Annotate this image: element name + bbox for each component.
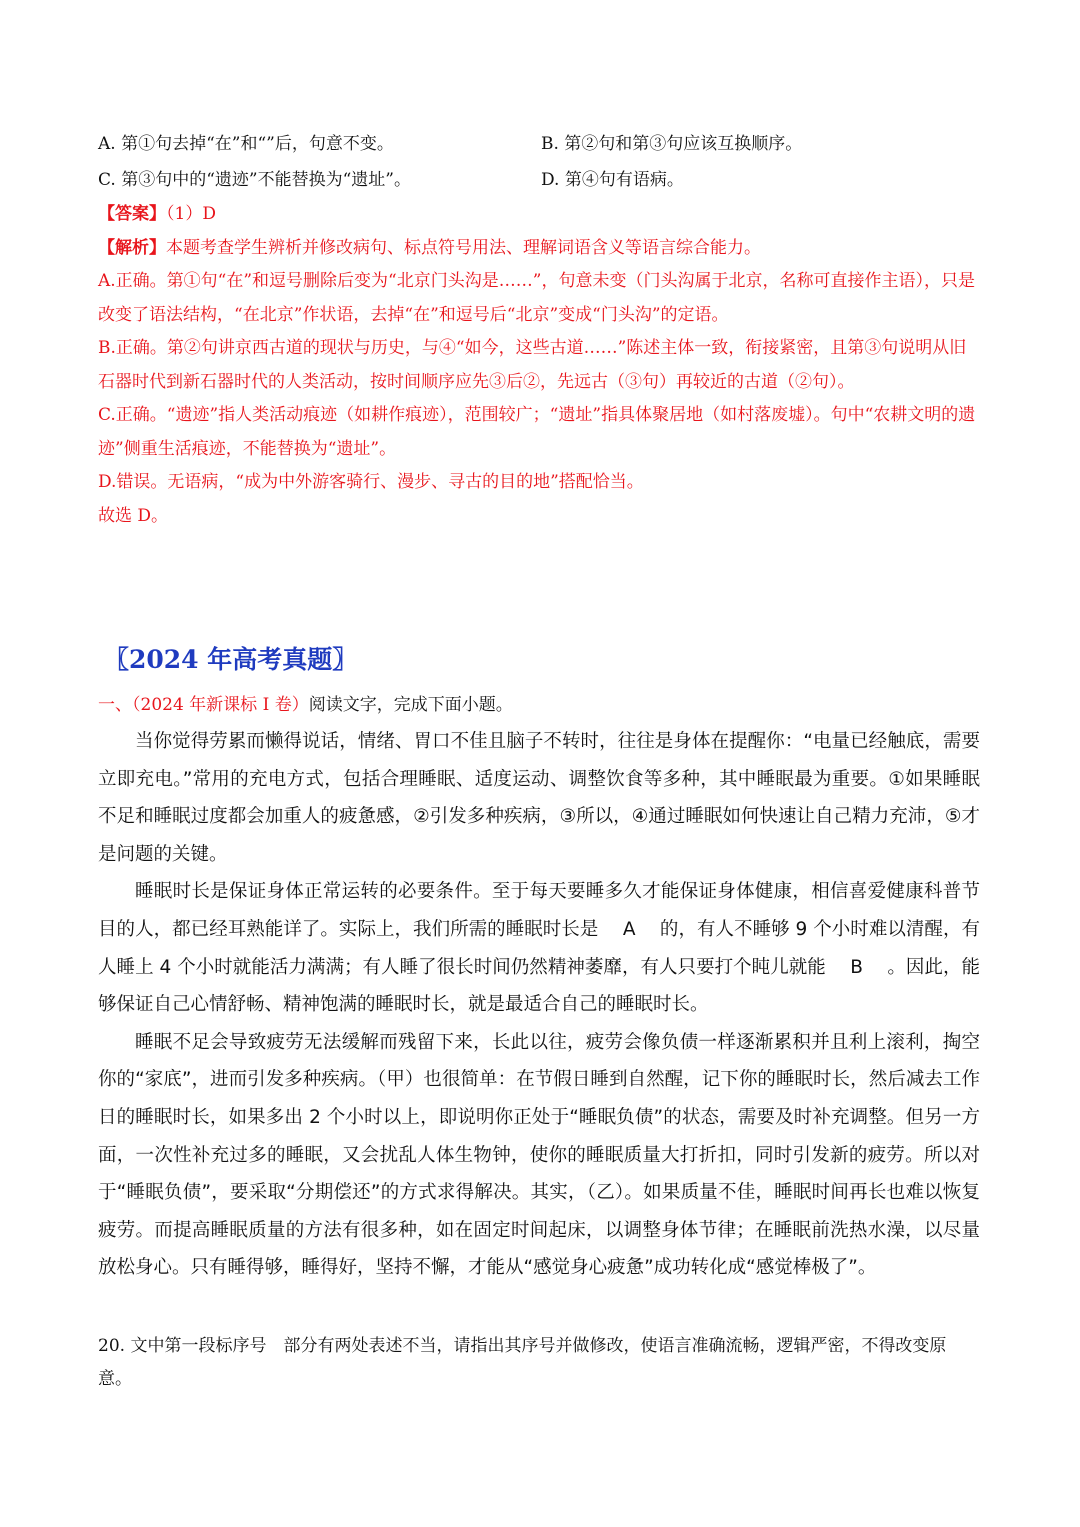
question-source: （2024 年新课标 I 卷） (132, 695, 309, 715)
option-a: A. 第①句去掉“在”和“”后，句意不变。 (98, 134, 394, 154)
question-instruction: 阅读文字，完成下面小题。 (308, 695, 513, 715)
analysis-intro-line (98, 232, 980, 266)
option-b: B. 第②句和第③句应该互换顺序。 (541, 134, 803, 154)
passage-paragraph-3: 睡眠不足会导致疲劳无法缓解而残留下来，长此以往，疲劳会像负债一样逐渐累积并且利上滚利，掏空你的“家底”，进而引发多种疾病。（甲）也很简单：在节假日睡到自然醒，记下你的睡眠时长，然后减去工作日的睡眠时长，如果多出 2 个小时以上，即说明你正处于“睡眠负债”的状态，需要及时补充调整。但另一方面，一次性补充过多的睡眠，又会扰乱人体生物钟，使你的睡眠质量大打折扣，同时引发新的疲劳。所以对于“睡眠负债”，要采取“分期偿还”的方式求得解决。其实，（乙）。如果质量不佳，睡眠时间再长也难以恢复疲劳。而提高睡眠质量的方法有很多种，如在固定时间起床，以调整身体节律；在睡眠前洗热水澡，以尽量放松身心。只有睡得够，睡得好，坚持不懈，才能从“感觉身心疲惫”成功转化成“感觉棒极了”。 (98, 1031, 980, 1279)
question-20-text: 20. 文中第一段标序号 部分有两处表述不当，请指出其序号并做修改，使语言准确流畅，逻辑严密，不得改变原意。 (98, 1336, 947, 1389)
analysis-conclusion: 故选 D。 (98, 505, 169, 526)
analysis-c: C.正确。“遗迹”指人类活动痕迹（如耕作痕迹），范围较广；“遗址”指具体聚居地（如村落废墟）。句中“农耕文明的遗迹”侧重生活痕迹，不能替换为“遗址”。 (98, 405, 976, 459)
options-row-2 (98, 164, 998, 196)
analysis-b: B.正确。第②句讲京西古道的现状与历史，与④“如今，这些古道……”陈述主体一致，衔接紧密，且第③句说明从旧石器时代到新石器时代的人类活动，按时间顺序应先③后②，先远古（③句）再较近的古道（②句）。 (98, 338, 967, 392)
reading-passage (98, 723, 980, 1287)
question-number: 一、 (98, 695, 132, 715)
analysis-intro: 本题考查学生辨析并修改病句、标点符号用法、理解词语含义等语言综合能力。 (166, 237, 761, 258)
question-intro (98, 690, 513, 720)
answer-label: 【答案】 (98, 204, 166, 224)
passage-paragraph-2: 睡眠时长是保证身体正常运转的必要条件。至于每天要睡多久才能保证身体健康，相信喜爱健康科普节目的人，都已经耳熟能详了。实际上，我们所需的睡眠时长是 A 的，有人不睡够 9 个小时难以清醒，有人睡上 4 个小时就能活力满满；有人睡了很长时间仍然精神萎靡，有人只要打个盹儿就能 B 。因此，能够保证自己心情舒畅、精神饱满的睡眠时长，就是最适合自己的睡眠时长。 (98, 881, 980, 1016)
analysis-a: A.正确。第①句“在”和逗号删除后变为“北京门头沟是……”，句意未变（门头沟属于北京，名称可直接作主语），只是改变了语法结构，“在北京”作状语，去掉“在”和逗号后“北京”变成“门头沟”的定语。 (98, 271, 975, 325)
options-row-1 (98, 128, 998, 160)
passage-paragraph-1: 当你觉得劳累而懒得说话，情绪、胃口不佳且脑子不转时，往往是身体在提醒你：“电量已经触底，需要立即充电。”常用的充电方式，包括合理睡眠、适度运动、调整饮食等多种，其中睡眠最为重要。①如果睡眠不足和睡眠过度都会加重人的疲惫感，②引发多种疾病，③所以，④通过睡眠如何快速让自己精力充沛，⑤才是问题的关键。 (98, 731, 980, 865)
question-20 (98, 1330, 980, 1396)
option-c: C. 第③句中的“遗迹”不能替换为“遗址”。 (98, 170, 411, 190)
analysis-d: D.错误。无语病，“成为中外游客骑行、漫步、寻古的目的地”搭配恰当。 (98, 472, 644, 492)
analysis-label: 【解析】 (98, 237, 166, 258)
answer-analysis-block (98, 198, 980, 533)
section-title: 〖2024 年高考真题〗 (104, 645, 358, 674)
option-d: D. 第④句有语病。 (541, 170, 684, 190)
answer-line (98, 198, 980, 232)
answer-value: （1）D (166, 204, 216, 224)
